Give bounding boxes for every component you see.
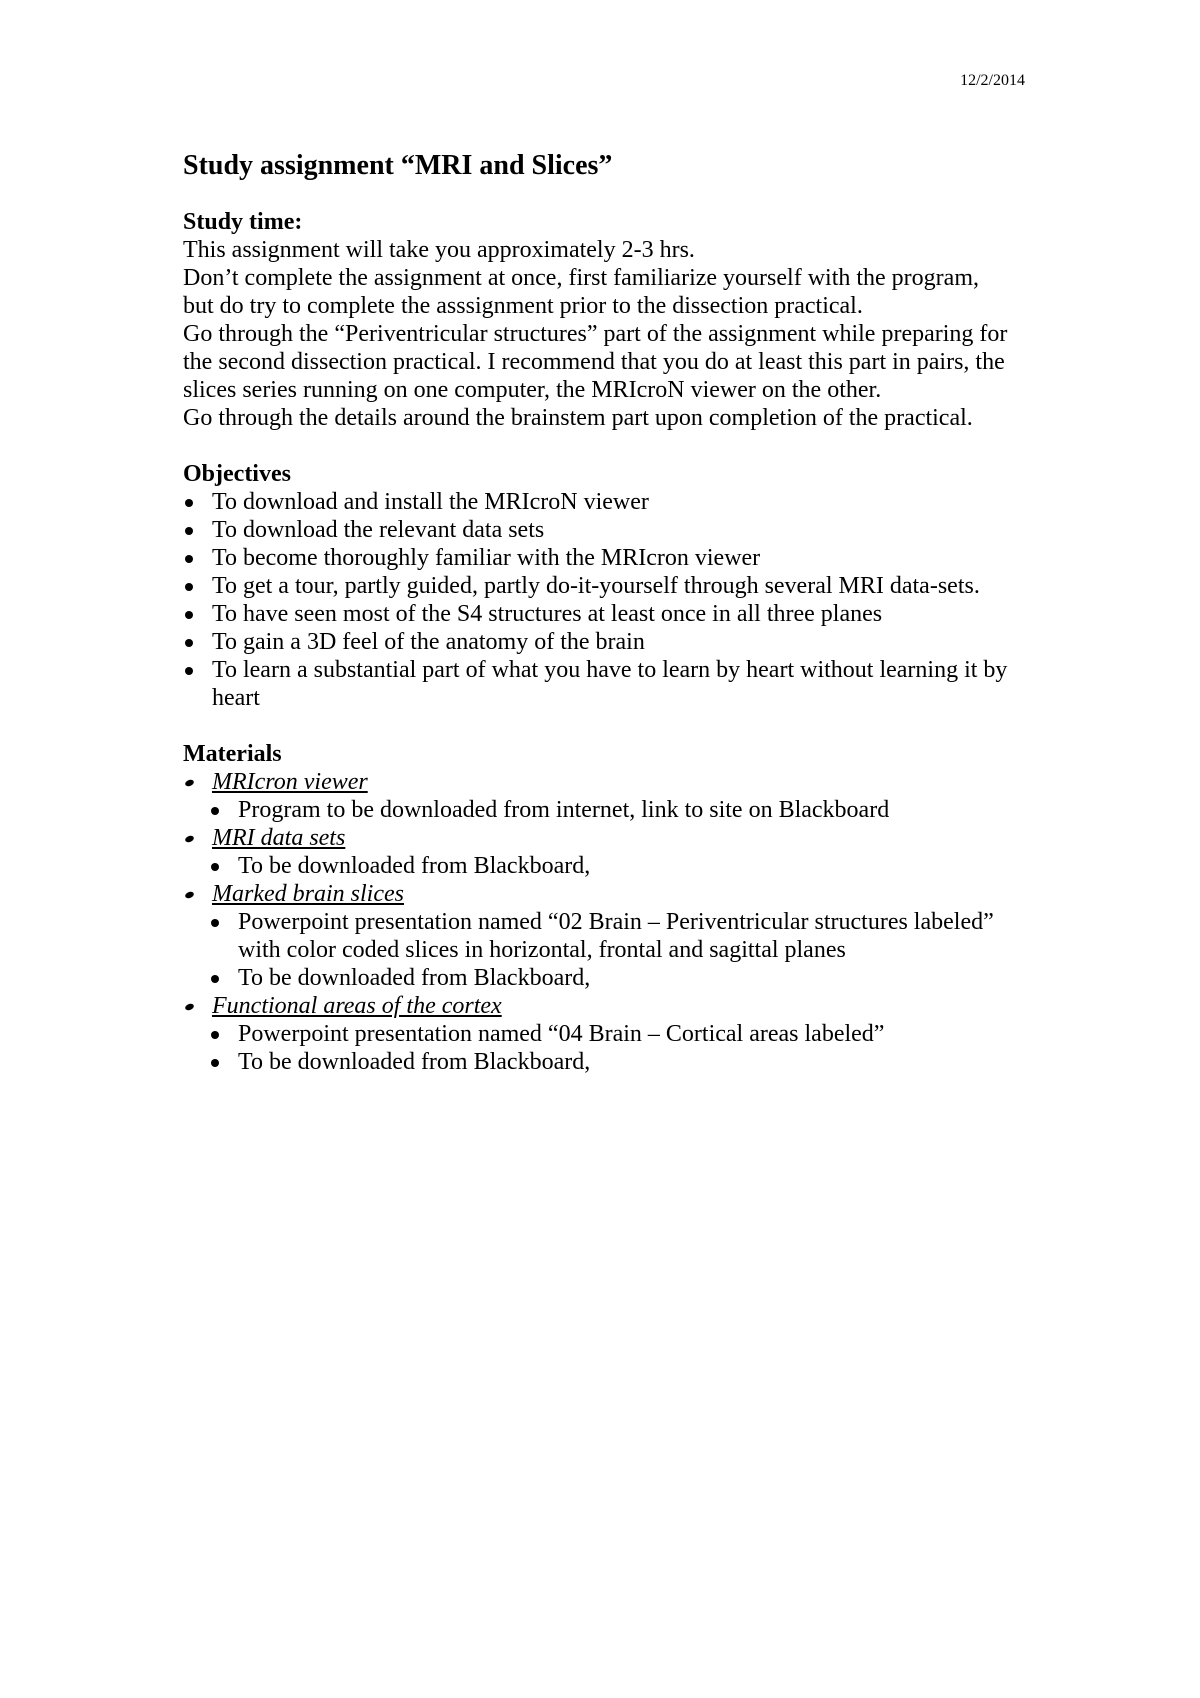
material-item (183, 880, 1043, 908)
material-item (183, 768, 1043, 796)
material-item (183, 824, 1043, 852)
study-time-line: slices series running on one computer, the MRIcroN viewer on the other. (183, 377, 882, 403)
document-title: Study assignment “MRI and Slices” (183, 150, 613, 181)
material-label: MRI data sets (212, 825, 346, 851)
material-subitem-text: Powerpoint presentation named “04 Brain – Cortical areas labeled” (238, 1021, 885, 1047)
material-label: Functional areas of the cortex (212, 993, 502, 1019)
objective-text: To get a tour, partly guided, partly do-it-yourself through several MRI data-sets. (212, 573, 980, 599)
objectives-section (183, 460, 1043, 712)
bullet-icon (211, 1031, 219, 1039)
header-date: 12/2/2014 (960, 72, 1025, 89)
material-label-row (183, 768, 1043, 796)
objective-item (183, 516, 1043, 544)
objective-text: To have seen most of the S4 structures at least once in all three planes (212, 601, 883, 627)
objectives-heading: Objectives (183, 461, 291, 487)
objective-item (183, 656, 1043, 712)
material-label: Marked brain slices (212, 881, 404, 907)
study-time-line: the second dissection practical. I recommend that you do at least this part in pairs, the (183, 349, 1005, 375)
objective-text: To gain a 3D feel of the anatomy of the brain (212, 629, 645, 655)
material-label-row (183, 992, 1043, 1020)
objective-item (183, 488, 1043, 516)
bullet-icon (185, 639, 193, 647)
study-time-line: Go through the details around the brainstem part upon completion of the practical. (183, 405, 973, 431)
study-time-heading: Study time: (183, 209, 303, 235)
objective-text: To become thoroughly familiar with the MRIcron viewer (212, 545, 761, 571)
materials-heading: Materials (183, 741, 282, 767)
material-subitem-text: Powerpoint presentation named “02 Brain – Periventricular structures labeled” (238, 909, 994, 935)
objective-item (183, 572, 1043, 600)
objective-text: To download and install the MRIcroN viewer (212, 489, 649, 515)
bullet-icon (211, 1059, 219, 1067)
material-subitem (183, 1020, 1043, 1048)
material-subitem (183, 796, 1043, 824)
bullet-icon (211, 919, 219, 927)
bullet-icon (211, 807, 219, 815)
material-subitem (183, 1048, 1043, 1076)
material-subitem (183, 908, 1043, 964)
objective-item (183, 628, 1043, 656)
objective-item (183, 544, 1043, 572)
study-time-section (183, 208, 1043, 432)
study-time-line: Don’t complete the assignment at once, first familiarize yourself with the program, (183, 265, 979, 291)
bullet-icon (185, 527, 193, 535)
objective-text: To download the relevant data sets (212, 517, 545, 543)
material-subitem-text: To be downloaded from Blackboard, (238, 853, 591, 879)
study-time-line: This assignment will take you approximately 2-3 hrs. (183, 237, 695, 263)
bullet-icon (211, 863, 219, 871)
material-subitem-text-continued: with color coded slices in horizontal, frontal and sagittal planes (238, 937, 846, 963)
bullet-icon (211, 975, 219, 983)
material-subitem-text: Program to be downloaded from internet, link to site on Blackboard (238, 797, 890, 823)
objective-text: To learn a substantial part of what you have to learn by heart without learning it by (212, 657, 1008, 683)
bullet-icon (185, 583, 193, 591)
bullet-icon (185, 611, 193, 619)
bullet-icon (185, 667, 193, 675)
bullet-icon (185, 499, 193, 507)
material-label-row (183, 880, 1043, 908)
material-subitem (183, 852, 1043, 880)
material-label-row (183, 824, 1043, 852)
material-subitem-text: To be downloaded from Blackboard, (238, 1049, 591, 1075)
study-time-line: Go through the “Periventricular structures” part of the assignment while preparing for (183, 321, 1008, 347)
material-subitem (183, 964, 1043, 992)
objective-item (183, 600, 1043, 628)
bullet-icon (185, 555, 193, 563)
material-subitem-text: To be downloaded from Blackboard, (238, 965, 591, 991)
material-item (183, 992, 1043, 1020)
objective-text-continued: heart (212, 685, 260, 711)
materials-section (183, 740, 1043, 1076)
document-body (183, 152, 1043, 1076)
study-time-line: but do try to complete the asssignment prior to the dissection practical. (183, 293, 863, 319)
material-label: MRIcron viewer (212, 769, 368, 795)
